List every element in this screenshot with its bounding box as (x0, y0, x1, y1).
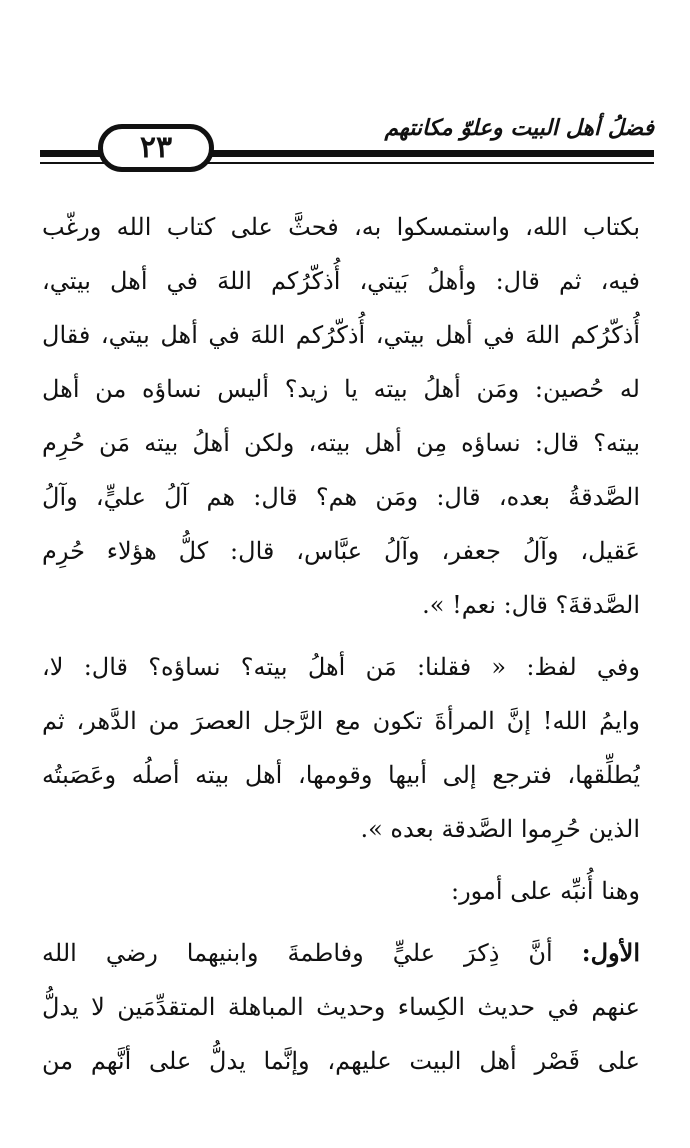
text-line: الذين حُرِموا الصَّدقة بعده ». (360, 815, 640, 843)
text-line: له حُصين: ومَن أهلُ بيته يا زيد؟ أليس نساؤه من أهل (42, 375, 640, 403)
point-label: الأول: (581, 938, 640, 967)
text-line: يُطلِّقها، فترجع إلى أبيها وقومها، أهل بيته أصلُه وعَصَبتُه (42, 761, 640, 789)
page-header (40, 112, 654, 182)
text-line: أنَّ ذِكرَ عليٍّ وفاطمةَ وابنيهما رضي الله (42, 939, 553, 967)
paragraph-3 (42, 864, 640, 918)
running-title: فضلُ أهل البيت وعلوّ مكانتهم (384, 115, 654, 141)
text-line: وفي لفظ: « فقلنا: مَن أهلُ بيته؟ نساؤه؟ قال: لا، (42, 653, 640, 681)
text-line: وايمُ الله! إنَّ المرأةَ تكون مع الرَّجل العصرَ من الدَّهر، ثم (42, 707, 640, 735)
text-line: وهنا أُنبِّه على أمور: (450, 877, 640, 905)
text-line: عَقيل، وآلُ جعفر، وآلُ عبَّاس، قال: كلُّ هؤلاء حُرِم (42, 537, 640, 565)
text-line: الصَّدقةَ؟ قال: نعم! ». (422, 591, 640, 619)
text-line: الصَّدقةُ بعده، قال: ومَن هم؟ قال: هم آلُ عليٍّ، وآلُ (42, 483, 640, 511)
page-body (42, 200, 640, 1088)
text-line-with-lead (42, 926, 640, 980)
text-line: على قَصْر أهل البيت عليهم، وإنَّما يدلُّ على أنَّهم من (42, 1047, 640, 1075)
text-line: أُذكّرُكم اللهَ في أهل بيتي، أُذكّرُكم اللهَ في أهل بيتي، فقال (42, 321, 640, 349)
paragraph-2 (42, 640, 640, 856)
paragraph-1 (42, 200, 640, 632)
text-line: بيته؟ قال: نساؤه مِن أهل بيته، ولكن أهلُ بيته مَن حُرِم (42, 429, 640, 457)
text-line: عنهم في حديث الكِساء وحديث المباهلة المتقدِّمَين لا يدلُّ (42, 993, 640, 1021)
page-number: ٢٣ (98, 124, 214, 172)
text-line: فيه، ثم قال: وأهلُ بَيتي، أُذكّرُكم اللهَ في أهل بيتي، (42, 267, 640, 295)
text-line: بكتاب الله، واستمسكوا به، فحثَّ على كتاب الله ورغّب (42, 213, 640, 241)
paragraph-4 (42, 926, 640, 1088)
